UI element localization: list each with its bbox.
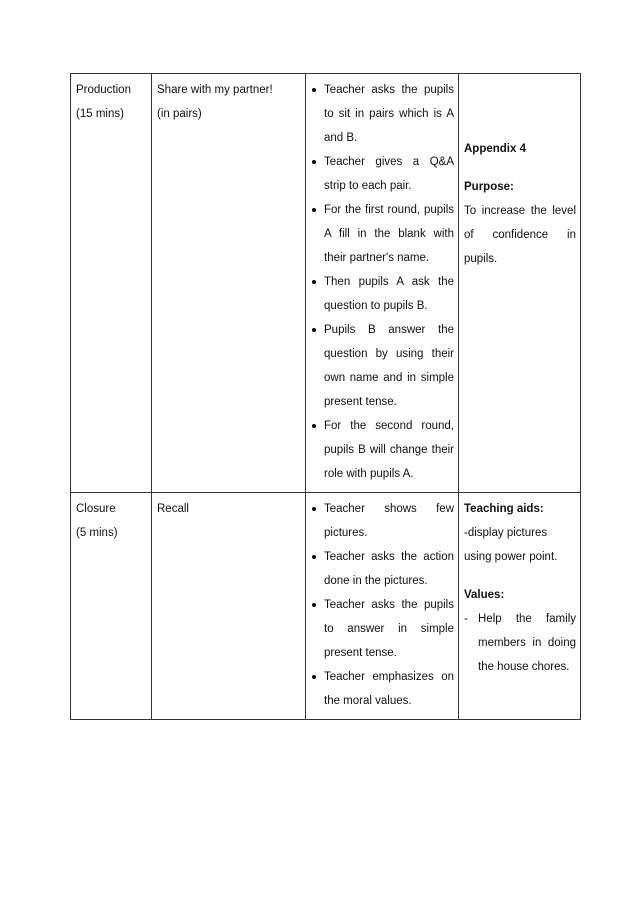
- activity-title: Recall: [157, 503, 189, 515]
- bullet-icon: [312, 555, 316, 559]
- activity-title: Share with my partner!: [157, 84, 273, 96]
- activity-mode: (in pairs): [157, 108, 202, 120]
- values-label: Values:: [464, 589, 505, 601]
- bullet-icon: [312, 88, 316, 92]
- bullet-icon: [312, 280, 316, 284]
- bullet-icon: [312, 507, 316, 511]
- stage-time: (5 mins): [76, 527, 118, 539]
- stage-name: Production: [76, 84, 131, 96]
- aids-label: Teaching aids:: [464, 503, 544, 515]
- list-item: Then pupils A ask the question to pupils B.: [311, 270, 454, 318]
- stage-time: (15 mins): [76, 108, 124, 120]
- stage-cell: [71, 74, 152, 493]
- list-item: For the first round, pupils A fill in the blank with their partner's name.: [311, 198, 454, 270]
- list-item: Teacher shows few pictures.: [311, 497, 454, 545]
- list-item: Pupils B answer the question by using their own name and in simple present tense.: [311, 318, 454, 414]
- bullet-icon: [312, 328, 316, 332]
- list-item: Teacher asks the action done in the pictures.: [311, 545, 454, 593]
- bullet-icon: [312, 675, 316, 679]
- bullet-icon: [312, 603, 316, 607]
- values-item: [464, 607, 576, 679]
- notes-cell: [459, 493, 581, 720]
- table-row: [71, 493, 581, 720]
- stage-name: Closure: [76, 503, 116, 515]
- activity-cell: [152, 74, 306, 493]
- values-dash: -: [464, 613, 468, 625]
- lesson-plan-table: [70, 73, 581, 720]
- list-item: Teacher asks the pupils to answer in simple present tense.: [311, 593, 454, 665]
- aids-text: -display pictures using power point.: [464, 527, 558, 563]
- steps-cell: [306, 74, 459, 493]
- steps-list: [311, 497, 454, 713]
- list-item: Teacher asks the pupils to sit in pairs which is A and B.: [311, 78, 454, 150]
- bullet-icon: [312, 424, 316, 428]
- activity-cell: [152, 493, 306, 720]
- purpose-label: Purpose:: [464, 181, 514, 193]
- stage-cell: [71, 493, 152, 720]
- purpose-text: To increase the level of confidence in pupils.: [464, 205, 576, 265]
- steps-cell: [306, 493, 459, 720]
- list-item: Teacher emphasizes on the moral values.: [311, 665, 454, 713]
- bullet-icon: [312, 160, 316, 164]
- values-text: Help the family members in doing the house chores.: [478, 613, 576, 673]
- notes-cell: [459, 74, 581, 493]
- list-item: Teacher gives a Q&A strip to each pair.: [311, 150, 454, 198]
- list-item: For the second round, pupils B will change their role with pupils A.: [311, 414, 454, 486]
- appendix-label: Appendix 4: [464, 143, 526, 155]
- table-row: [71, 74, 581, 493]
- steps-list: [311, 78, 454, 486]
- bullet-icon: [312, 208, 316, 212]
